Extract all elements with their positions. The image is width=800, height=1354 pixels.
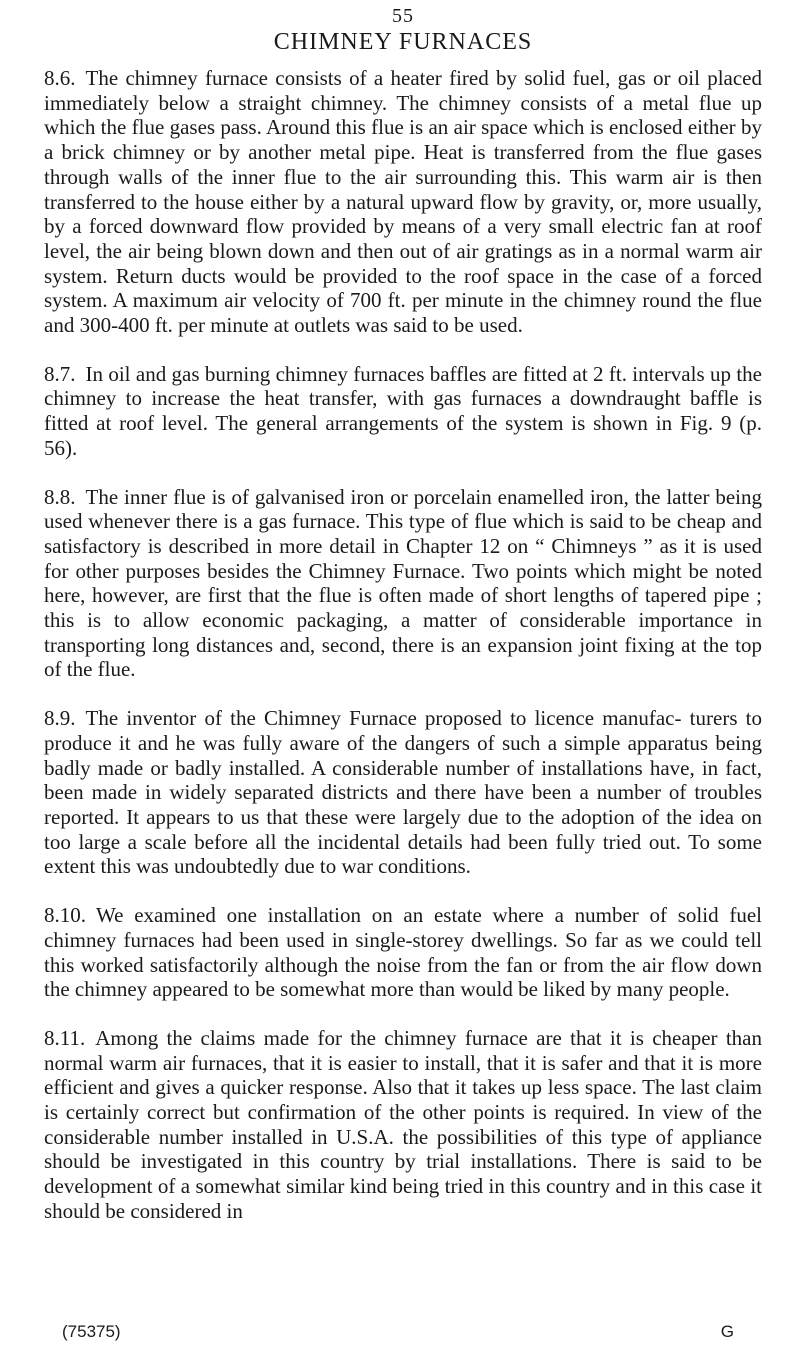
page-title: CHIMNEY FURNACES [273, 29, 533, 55]
signature-mark: G [720, 1322, 734, 1341]
paragraph-text: The chimney furnace consists of a heater fired by solid fuel, gas or oil placed immediately below a straight chimney. The chimney consists of a metal flue up which the flue gases pass. Around this flue is an air space which is enclosed either by a brick chimney or by another metal pipe. Heat is transferred from the flue gases through walls of the inner flue to the air surrounding this. This warm air is then transferred to the house either by a natural upward flow by gravity, or, more usually, by a forced downward flow provided by means of a very small electric fan at roof level, the air being blown down and then out of air gratings as in a normal warm air system. Return ducts would be provided to the roof space in the case of a forced system. A maximum air velocity of 700 ft. per minute in the chimney round the flue and 300-400 ft. per minute at outlets was said to be used. [44, 66, 762, 338]
paragraph-8-10 [44, 903, 762, 1002]
page-footer [62, 1322, 734, 1342]
paragraph-number: 8.6. [44, 66, 76, 90]
paragraph-text: In oil and gas burning chimney furnaces baffles are fitted at 2 ft. intervals up the chimney to increase the heat transfer, with gas furnaces a downdraught baffle is fitted at roof level. The general arrangements of the system is shown in Fig. 9 (p. 56). [44, 361, 762, 460]
paragraph-text: The inventor of the Chimney Furnace proposed to licence manufac- turers to produce it and he was fully aware of the dangers of such a simple apparatus being badly made or badly installed. A considerable number of installations have, in fact, been made in widely separated districts and there have been a number of troubles reported. It appears to us that these were largely due to the adoption of the idea on too large a scale before all the incidental details had been fully tried out. To some extent this was undoubtedly due to war conditions. [44, 706, 762, 879]
print-code: (75375) [62, 1322, 121, 1341]
paragraph-number: 8.9. [44, 706, 76, 731]
paragraph-number: 8.11. [44, 1025, 86, 1050]
paragraph-number: 8.8. [44, 484, 76, 509]
paragraph-text: Among the claims made for the chimney furnace are that it is cheaper than normal warm air furnaces, that it is easier to install, that it is safer and that it is more efficient and gives a quicker response. Also that it takes up less space. The last claim is certainly correct but confirmation of the other points is required. In view of the considerable number installed in U.S.A. the possibilities of this type of appliance should be investigated in this country by trial installations. There is said to be development of a somewhat similar kind being tried in this country and in this case it should be considered in [44, 1025, 762, 1223]
paragraph-8-11 [44, 1026, 762, 1224]
paragraph-8-7 [44, 362, 762, 461]
paragraph-8-6 [44, 66, 762, 338]
paragraph-8-8 [44, 485, 762, 683]
paragraph-text: We examined one installation on an estate where a number of solid fuel chimney furnaces had been used in single-storey dwellings. So far as we could tell this worked satisfactorily although the noise from the fan or from the air flow down the chimney appeared to be somewhat more than would be liked by many people. [44, 903, 762, 1002]
paragraph-8-9 [44, 706, 762, 879]
paragraph-text: The inner flue is of galvanised iron or porcelain enamelled iron, the latter being used whenever there is a gas furnace. This type of flue which is said to be cheap and satisfactory is described in more detail in Chapter 12 on “ Chimneys ” as it is used for other purposes besides the Chimney Furnace. Two points which might be noted here, however, are first that the flue is often made of short lengths of tapered pipe ; this is to allow economic packaging, a matter of considerable importance in transporting long distances and, second, there is an expansion joint fixing at the top of the flue. [44, 484, 762, 682]
paragraph-number: 8.7. [44, 361, 76, 386]
page-number: 55 [392, 5, 414, 27]
paragraph-number: 8.10. [44, 903, 86, 928]
